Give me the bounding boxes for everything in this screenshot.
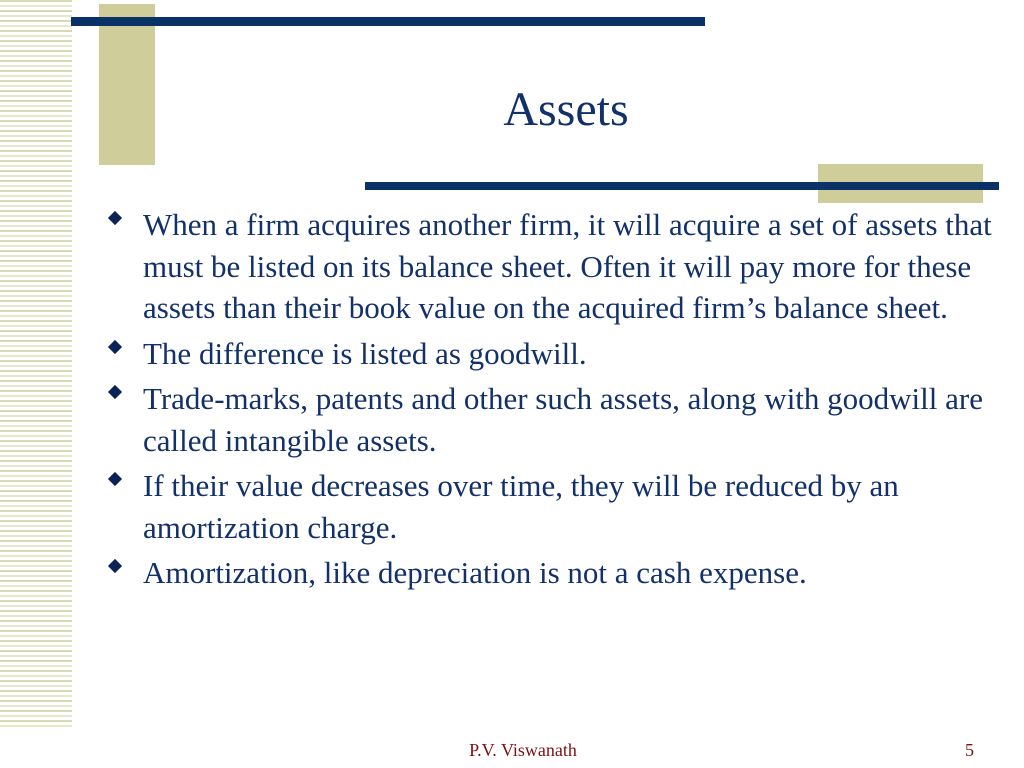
diamond-bullet-icon — [108, 339, 122, 353]
slide-title: Assets — [503, 83, 629, 136]
bullet-text: When a firm acquires another firm, it will acquire a set of assets that must be listed on its balance sheet. Often it will pay more for these assets than their book value on the acquired firm’s balance sheet. — [143, 207, 992, 325]
diamond-bullet-icon — [108, 472, 122, 486]
bullet-text: The difference is listed as goodwill. — [143, 335, 587, 371]
diamond-bullet-icon — [108, 385, 122, 399]
bullet-item — [104, 465, 994, 548]
page-number: 5 — [965, 740, 974, 760]
decorative-stripes — [0, 0, 72, 728]
decorative-navy-bar-mid — [365, 182, 999, 190]
footer-author: P.V. Viswanath — [469, 740, 577, 760]
bullet-item — [104, 204, 994, 329]
bullet-item — [104, 333, 994, 375]
diamond-bullet-icon — [108, 559, 122, 573]
bullet-text: If their value decreases over time, they will be reduced by an amortization charge. — [143, 468, 899, 545]
decorative-navy-bar-top — [71, 17, 705, 26]
bullet-list — [104, 204, 994, 598]
decorative-tan-block-top — [99, 4, 155, 165]
bullet-item — [104, 552, 994, 594]
bullet-text: Trade-marks, patents and other such assets, along with goodwill are called intangible assets. — [143, 381, 983, 458]
bullet-text: Amortization, like depreciation is not a cash expense. — [143, 555, 807, 590]
diamond-bullet-icon — [108, 211, 122, 225]
bullet-item — [104, 378, 994, 461]
